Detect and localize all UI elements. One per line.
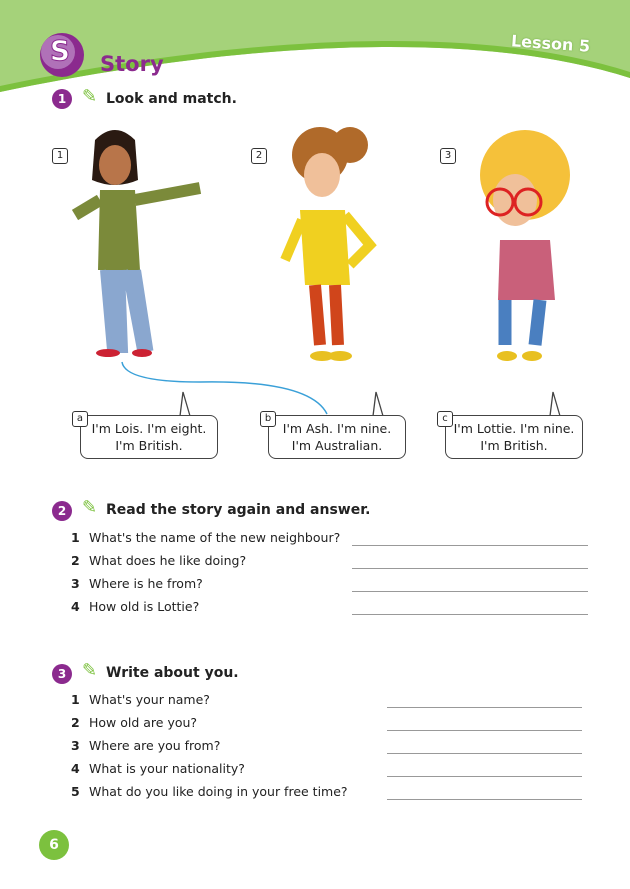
match-line — [122, 362, 327, 414]
bubble-text: I'm Ash. I'm nine. — [282, 421, 392, 436]
bubble-text: I'm Lottie. I'm nine. — [453, 421, 575, 436]
picture-number-3: 3 — [440, 148, 456, 164]
bubble-text: I'm British. — [115, 438, 183, 453]
question-item: 5 What do you like doing in your free time? — [71, 784, 348, 799]
bubble-text: I'm Australian. — [291, 438, 383, 453]
answer-line[interactable] — [387, 753, 582, 754]
answer-line[interactable] — [387, 799, 582, 800]
answer-line[interactable] — [387, 776, 582, 777]
exercise-3-instruction: Write about you. — [106, 665, 239, 681]
question-item: 3 Where are you from? — [71, 738, 221, 753]
answer-line[interactable] — [352, 568, 588, 569]
question-item: 2 What does he like doing? — [71, 553, 247, 568]
exercise-3-number: 3 — [52, 664, 72, 684]
bubble-letter-c[interactable]: c — [437, 411, 453, 427]
answer-line[interactable] — [352, 545, 588, 546]
pencil-icon: ✎ — [82, 660, 98, 681]
picture-number-1: 1 — [52, 148, 68, 164]
answer-line[interactable] — [352, 614, 588, 615]
question-item: 1 What's your name? — [71, 692, 210, 707]
page-number: 6 — [39, 830, 69, 860]
speech-bubble-b — [268, 415, 406, 459]
answer-line[interactable] — [352, 591, 588, 592]
exercise-1-instruction: Look and match. — [106, 91, 237, 107]
lesson-label: Lesson 5 — [510, 31, 591, 56]
answer-line[interactable] — [387, 730, 582, 731]
character-2 — [285, 127, 370, 361]
characters-illustration — [0, 120, 630, 420]
question-item: 3 Where is he from? — [71, 576, 203, 591]
speech-bubble-a — [80, 415, 218, 459]
bubble-letter-a[interactable]: a — [72, 411, 88, 427]
question-item: 4 What is your nationality? — [71, 761, 245, 776]
exercise-2-instruction: Read the story again and answer. — [106, 502, 371, 518]
exercise-2-number: 2 — [52, 501, 72, 521]
section-title: Story — [100, 52, 164, 76]
speech-bubble-c — [445, 415, 583, 459]
bubble-text: I'm Lois. I'm eight. — [91, 421, 207, 436]
character-1 — [75, 130, 200, 357]
picture-number-2: 2 — [251, 148, 267, 164]
answer-line[interactable] — [387, 707, 582, 708]
question-item: 4 How old is Lottie? — [71, 599, 200, 614]
bubble-text: I'm British. — [480, 438, 548, 453]
question-item: 1 What's the name of the new neighbour? — [71, 530, 341, 545]
question-item: 2 How old are you? — [71, 715, 198, 730]
pencil-icon: ✎ — [82, 86, 98, 107]
character-3 — [480, 130, 570, 361]
exercise-1-number: 1 — [52, 89, 72, 109]
pencil-icon: ✎ — [82, 497, 98, 518]
bubble-letter-b[interactable]: b — [260, 411, 276, 427]
story-logo: S — [49, 34, 71, 67]
